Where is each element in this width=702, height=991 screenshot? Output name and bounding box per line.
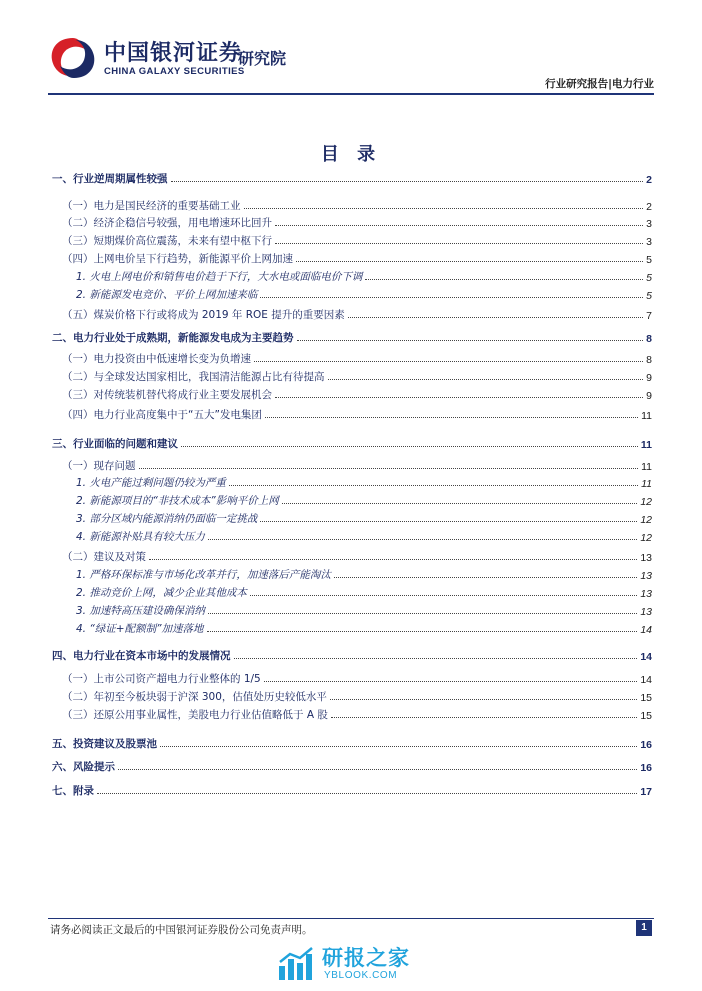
toc-leader-dots bbox=[260, 521, 637, 522]
toc-entry-page: 16 bbox=[640, 739, 652, 751]
toc-entry-label: 1. 火电产能过剩问题仍较为严重 bbox=[76, 477, 226, 489]
toc-entry-label: （四）电力行业高度集中于“五大”发电集团 bbox=[62, 409, 262, 421]
toc-subsection-entry[interactable] bbox=[52, 404, 652, 422]
toc-item-entry[interactable] bbox=[52, 618, 652, 636]
toc-subsection-entry[interactable] bbox=[52, 248, 652, 266]
toc-entry-label: （一）上市公司资产超电力行业整体的 1/5 bbox=[62, 673, 261, 685]
toc-entry-page: 12 bbox=[640, 496, 652, 508]
toc-leader-dots bbox=[208, 539, 637, 540]
toc-item-entry[interactable] bbox=[52, 526, 652, 544]
toc-entry-page: 11 bbox=[641, 478, 652, 490]
toc-entry-page: 14 bbox=[640, 674, 652, 686]
toc-leader-dots bbox=[149, 559, 637, 560]
toc-leader-dots bbox=[181, 446, 638, 447]
toc-entry-label: 2. 新能源发电竞价、平价上网加速来临 bbox=[76, 289, 258, 301]
toc-leader-dots bbox=[275, 225, 643, 226]
watermark-url: YBLOOK.COM bbox=[324, 970, 398, 981]
toc-item-entry[interactable] bbox=[52, 472, 652, 490]
toc-entry-page: 8 bbox=[646, 333, 652, 345]
toc-leader-dots bbox=[139, 468, 639, 469]
toc-leader-dots bbox=[330, 699, 637, 700]
toc-leader-dots bbox=[328, 379, 644, 380]
toc-section-entry[interactable] bbox=[52, 780, 652, 798]
toc-section-entry[interactable] bbox=[52, 168, 652, 186]
institute-label: 研究院 bbox=[238, 49, 287, 68]
toc-leader-dots bbox=[275, 397, 643, 398]
header-divider bbox=[48, 93, 654, 95]
toc-leader-dots bbox=[207, 631, 638, 632]
toc-entry-label: 2. 新能源项目的“非技术成本”影响平价上网 bbox=[76, 495, 279, 507]
toc-entry-page: 2 bbox=[646, 201, 652, 213]
toc-entry-label: （四）上网电价呈下行趋势，新能源平价上网加速 bbox=[62, 253, 293, 265]
toc-entry-page: 12 bbox=[640, 532, 652, 544]
toc-leader-dots bbox=[118, 769, 637, 770]
toc-subsection-entry[interactable] bbox=[52, 230, 652, 248]
toc-entry-page: 16 bbox=[640, 762, 652, 774]
toc-entry-page: 11 bbox=[640, 439, 652, 451]
toc-entry-page: 5 bbox=[646, 254, 652, 266]
toc-leader-dots bbox=[260, 297, 643, 298]
toc-entry-page: 13 bbox=[640, 552, 652, 564]
toc-leader-dots bbox=[208, 613, 637, 614]
toc-subsection-entry[interactable] bbox=[52, 304, 652, 322]
toc-entry-page: 9 bbox=[646, 372, 652, 384]
toc-subsection-entry[interactable] bbox=[52, 668, 652, 686]
page-number: 1 bbox=[636, 920, 652, 936]
toc-entry-label: 3. 加速特高压建设确保消纳 bbox=[76, 605, 205, 617]
toc-entry-page: 2 bbox=[646, 174, 652, 186]
toc-section-entry[interactable] bbox=[52, 645, 652, 663]
watermark-text: 研报之家 bbox=[322, 946, 410, 970]
toc-item-entry[interactable] bbox=[52, 490, 652, 508]
toc-entry-label: （一）电力投资由中低速增长变为负增速 bbox=[62, 353, 251, 365]
toc-leader-dots bbox=[234, 658, 638, 659]
toc-entry-page: 14 bbox=[640, 624, 652, 636]
toc-entry-page: 13 bbox=[640, 588, 652, 600]
toc-entry-label: （二）经济企稳信号较强，用电增速环比回升 bbox=[62, 217, 272, 229]
toc-subsection-entry[interactable] bbox=[52, 546, 652, 564]
toc-entry-label: 五、投资建议及股票池 bbox=[52, 738, 157, 750]
toc-entry-label: 4. “绿证+配额制”加速落地 bbox=[76, 623, 204, 635]
page-header bbox=[0, 0, 702, 96]
toc-entry-label: （一）现存问题 bbox=[62, 460, 136, 472]
toc-section-entry[interactable] bbox=[52, 733, 652, 751]
toc-entry-page: 7 bbox=[646, 310, 652, 322]
toc-leader-dots bbox=[334, 577, 637, 578]
toc-entry-label: 三、行业面临的问题和建议 bbox=[52, 438, 178, 450]
galaxy-logo-icon bbox=[48, 36, 98, 80]
toc-subsection-entry[interactable] bbox=[52, 366, 652, 384]
toc-subsection-entry[interactable] bbox=[52, 455, 652, 473]
toc-section-entry[interactable] bbox=[52, 433, 652, 451]
toc-leader-dots bbox=[265, 417, 638, 418]
toc-item-entry[interactable] bbox=[52, 508, 652, 526]
toc-leader-dots bbox=[160, 746, 637, 747]
toc-entry-label: 七、附录 bbox=[52, 785, 94, 797]
toc-entry-label: 四、电力行业在资本市场中的发展情况 bbox=[52, 650, 231, 662]
toc-subsection-entry[interactable] bbox=[52, 384, 652, 402]
toc-section-entry[interactable] bbox=[52, 756, 652, 774]
watermark-chart-icon bbox=[276, 946, 316, 982]
report-category: 行业研究报告|电力行业 bbox=[545, 78, 654, 90]
toc-entry-page: 3 bbox=[646, 236, 652, 248]
toc-subsection-entry[interactable] bbox=[52, 195, 652, 213]
toc-leader-dots bbox=[229, 485, 638, 486]
toc-subsection-entry[interactable] bbox=[52, 212, 652, 230]
toc-entry-page: 11 bbox=[641, 410, 652, 422]
toc-item-entry[interactable] bbox=[52, 582, 652, 600]
toc-entry-page: 14 bbox=[640, 651, 652, 663]
toc-entry-page: 5 bbox=[646, 290, 652, 302]
toc-leader-dots bbox=[171, 181, 644, 182]
toc-leader-dots bbox=[254, 361, 643, 362]
toc-leader-dots bbox=[296, 261, 643, 262]
toc-entry-page: 3 bbox=[646, 218, 652, 230]
toc-entry-label: 1. 火电上网电价和销售电价趋于下行，大水电或面临电价下调 bbox=[76, 271, 363, 283]
toc-entry-label: （三）短期煤价高位震荡，未来有望中枢下行 bbox=[62, 235, 272, 247]
toc-entry-label: 一、行业逆周期属性较强 bbox=[52, 173, 168, 185]
toc-entry-page: 8 bbox=[646, 354, 652, 366]
toc-leader-dots bbox=[331, 717, 637, 718]
toc-entry-label: 2. 推动竞价上网，减少企业其他成本 bbox=[76, 587, 247, 599]
toc-item-entry[interactable] bbox=[52, 266, 652, 284]
toc-entry-page: 15 bbox=[640, 710, 652, 722]
toc-entry-label: （二）建议及对策 bbox=[62, 551, 146, 563]
toc-leader-dots bbox=[250, 595, 637, 596]
toc-leader-dots bbox=[282, 503, 638, 504]
toc-entry-page: 13 bbox=[640, 606, 652, 618]
toc-entry-label: （一）电力是国民经济的重要基础工业 bbox=[62, 200, 241, 212]
toc-entry-page: 9 bbox=[646, 390, 652, 402]
toc-leader-dots bbox=[244, 208, 644, 209]
toc-entry-label: （五）煤炭价格下行或将成为 2019 年 ROE 提升的重要因素 bbox=[62, 309, 345, 321]
toc-entry-page: 5 bbox=[646, 272, 652, 284]
toc-leader-dots bbox=[365, 279, 643, 280]
toc-title: 目 录 bbox=[320, 144, 382, 165]
footer-divider bbox=[48, 918, 654, 919]
brand-name-en: CHINA GALAXY SECURITIES bbox=[104, 66, 245, 77]
toc-entry-page: 17 bbox=[640, 786, 652, 798]
toc-entry-label: （三）还原公用事业属性，美股电力行业估值略低于 A 股 bbox=[62, 709, 328, 721]
brand-name-cn: 中国银河证券 bbox=[104, 41, 243, 66]
toc-item-entry[interactable] bbox=[52, 564, 652, 582]
toc-entry-label: （二）年初至今板块弱于沪深 300，估值处历史较低水平 bbox=[62, 691, 327, 703]
toc-entry-label: 二、电力行业处于成熟期，新能源发电成为主要趋势 bbox=[52, 332, 294, 344]
toc-entry-page: 15 bbox=[640, 692, 652, 704]
toc-leader-dots bbox=[348, 317, 643, 318]
disclaimer-text: 请务必阅读正文最后的中国银河证券股份公司免责声明。 bbox=[50, 924, 313, 936]
toc-leader-dots bbox=[275, 243, 643, 244]
toc-entry-label: 3. 部分区域内能源消纳仍面临一定挑战 bbox=[76, 513, 258, 525]
toc-leader-dots bbox=[297, 340, 644, 341]
toc-subsection-entry[interactable] bbox=[52, 348, 652, 366]
toc-entry-page: 13 bbox=[640, 570, 652, 582]
toc-entry-page: 11 bbox=[641, 461, 652, 473]
toc-entry-label: 六、风险提示 bbox=[52, 761, 115, 773]
toc-subsection-entry[interactable] bbox=[52, 704, 652, 722]
toc-leader-dots bbox=[97, 793, 637, 794]
toc-item-entry[interactable] bbox=[52, 600, 652, 618]
toc-item-entry[interactable] bbox=[52, 284, 652, 302]
toc-entry-label: （三）对传统装机替代将成行业主要发展机会 bbox=[62, 389, 272, 401]
toc-leader-dots bbox=[264, 681, 638, 682]
toc-section-entry[interactable] bbox=[52, 327, 652, 345]
toc-entry-label: （二）与全球发达国家相比，我国清洁能源占比有待提高 bbox=[62, 371, 325, 383]
toc-entry-page: 12 bbox=[640, 514, 652, 526]
toc-entry-label: 1. 严格环保标准与市场化改革并行，加速落后产能淘汰 bbox=[76, 569, 331, 581]
toc-entry-label: 4. 新能源补贴具有较大压力 bbox=[76, 531, 205, 543]
toc-subsection-entry[interactable] bbox=[52, 686, 652, 704]
